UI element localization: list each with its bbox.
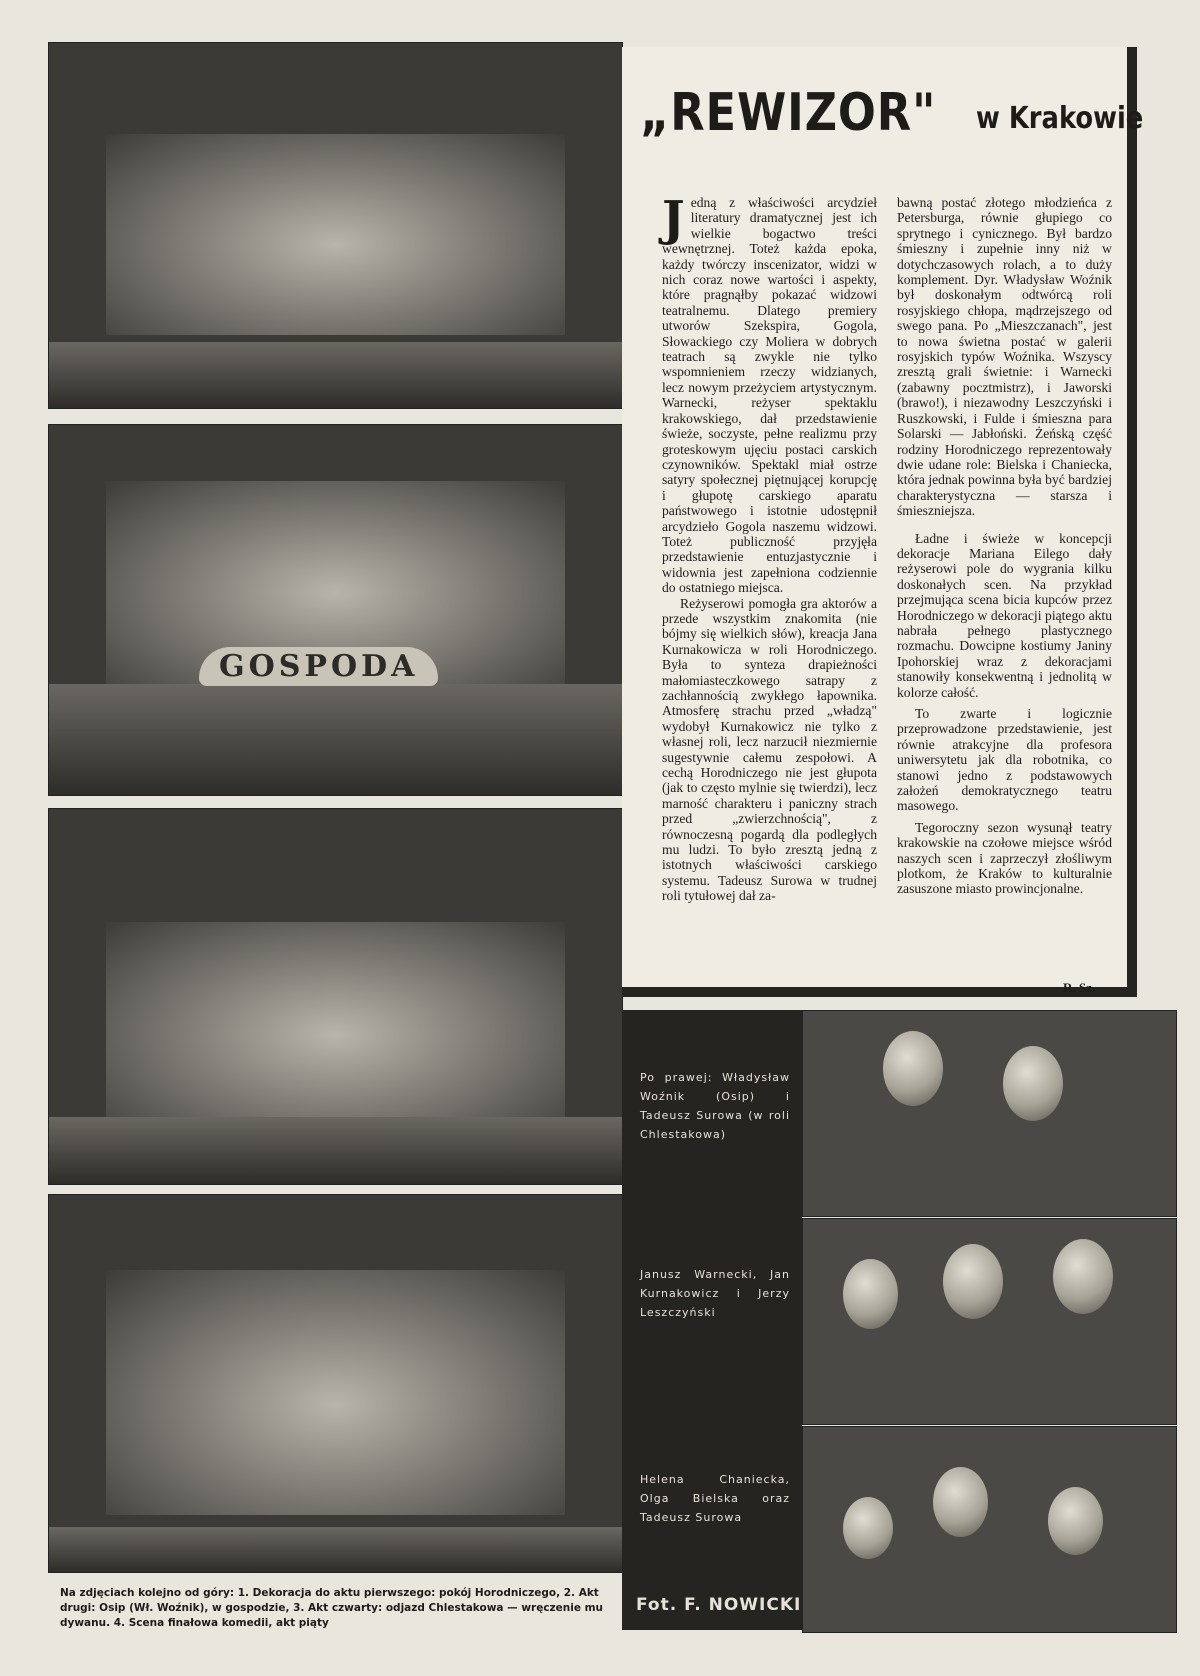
article-column-2 — [897, 195, 1112, 897]
paragraph: Reżyserowi pomogła gra aktorów a przede wszystkim znakomita (nie bójmy się wielkich słów), kreacja Jana Kurnakowicza w roli Horodniczego. Była to synteza drapieżności małomiasteczkowego satrapy z zachłannością zwykłego łapownika. Atmosferę strachu przed „władzą" wydobył Kurnakowicz nie tylko z własnej roli, lecz narzucił niezmiernie sugestywnie całemu zespołowi. A cechą Horodniczego nie jest głupota (jak to często mylnie się twierdzi), lecz marność charakteru i paniczny strach przed „zwierzchnością", z równoczesną pogardą dla podległych mu ludzi. To było zresztą jedną z istotnych właściwości carskiego systemu. Tadeusz Surowa w trudnej roli tytułowej dał za- — [662, 595, 877, 904]
gospoda-sign: GOSPODA — [199, 647, 438, 686]
caption-photo-right-3: Helena Chaniecka, Olga Bielska oraz Tadeusz Surowa — [640, 1473, 790, 1524]
portrait-photo-warnecki-kurnakowicz-leszczynski — [802, 1218, 1177, 1425]
portrait-photo-chaniecka-bielska-surowa — [802, 1426, 1177, 1633]
paragraph: Tegoroczny sezon wysunął teatry krakowskie na czołowe miejsce wśród naszych scen i zaprzeczył złośliwym plotkom, że Kraków to kulturalnie zasuszone miasto prowincjonalne. — [897, 819, 1112, 897]
stage-photo-act-5 — [48, 1194, 623, 1573]
stage-photo-act-2 — [48, 424, 623, 796]
paragraph: Jedną z właściwości arcydzieł literatury dramatycznej jest ich wielkie bogactwo treści wewnętrznej. Toteż każda epoka, każdy twórczy inscenizator, widzi w nich coraz nowe wartości i aspekty, które pragnąłby pokazać widzowi teatralnemu. Dlatego premiery utworów Szekspira, Gogola, Słowackiego czy Moliera w dobrych teatrach są zwykle nie tylko wspomnieniem rzeczy widzianych, lecz nowym przeżyciem artystycznym. Warnecki, reżyser spektaklu krakowskiego, dał przedstawienie świeże, soczyste, pełne realizmu przy groteskowym ujęciu postaci carskich czynowników. Spektakl miał ostrze satyry społecznej piętnującej korupcję i głupotę carskiego aparatu państwowego i istotnie udostępnił arcydzieło Gogola naszemu widzowi. Toteż publiczność przyjęła przedstawienie entuzjastycznie i widownia jest zapełniona codziennie do ostatniego miejsca. — [662, 191, 877, 596]
paragraph: To zwarte i logicznie przeprowadzone przedstawienie, jest równie atrakcyjne dla profesora uniwersytetu jak dla robotnika, co stanowi jedno z podstawowych założeń demokratycznego teatru masowego. — [897, 706, 1112, 814]
article-box — [622, 47, 1144, 997]
caption-photo-right-1: Po prawej: Władysław Woźnik (Osip) i Tadeusz Surowa (w roli Chlestakowa) — [640, 1071, 790, 1141]
article-column-1 — [662, 191, 877, 904]
stage-photo-act-1 — [48, 42, 623, 409]
portrait-photo-wozniak-surowa — [802, 1010, 1177, 1217]
headline-title: „REWIZOR" — [640, 83, 937, 143]
stage-photo-act-4 — [48, 808, 623, 1185]
photo-credit: Fot. F. NOWICKI — [636, 1595, 802, 1615]
article-signature: R. Sz. — [1063, 980, 1096, 995]
drop-cap: J — [662, 191, 685, 247]
caption-panel — [622, 1010, 802, 1630]
article-headline — [640, 83, 1144, 143]
headline-subtitle: w Krakowie — [976, 101, 1144, 136]
photos-caption: Na zdjęciach kolejno od góry: 1. Dekoracja do aktu pierwszego: pokój Horodniczego, 2. Akt drugi: Osip (Wł. Woźnik), w gospodzie, 3. Akt czwarty: odjazd Chlestakowa — wręczenie mu dywanu. 4. Scena finałowa komedii, akt piąty — [60, 1587, 604, 1629]
paragraph: bawną postać złotego młodzieńca z Petersburga, równie głupiego co sprytnego i cynicznego. Był bardzo śmieszny i zupełnie inny niż w dotychczasowych rolach, a to duży komplement. Dyr. Władysław Woźnik był doskonałym odtwórcą roli rosyjskiego chłopa, mądrzejszego od swego pana. Po „Mieszczanach", jest to nowa świetna postać w galerii rosyjskich typów Woźnika. Wszyscy zresztą grali świetnie: i Warnecki (zabawny pocztmistrz), i Jaworski (brawo!), i niezawodny Leszczyński i Ruszkowski, i Fulde i śmieszna para Solarski — Jabłoński. Żeńską część rodziny Horodniczego reprezentowały dwie udane role: Bielska i Chaniecka, która jednak powinna była być bardziej charakterystyczna — starsza i śmieszniejsza. — [897, 195, 1112, 519]
paragraph: Ładne i świeże w koncepcji dekoracje Mariana Eilego dały reżyserowi pole do wygrania kilku doskonałych scen. Na przykład przejmująca scena bicia kupców przez Horodniczego w dekoracji piątego aktu nabrała pełnego plastycznego rozmachu. Dowcipne kostiumy Janiny Ipohorskiej wraz z dekoracjami stanowiły konsekwentną i jednolitą w kolorze całość. — [897, 530, 1112, 700]
caption-photo-right-2: Janusz Warnecki, Jan Kurnakowicz i Jerzy Leszczyński — [640, 1268, 790, 1319]
